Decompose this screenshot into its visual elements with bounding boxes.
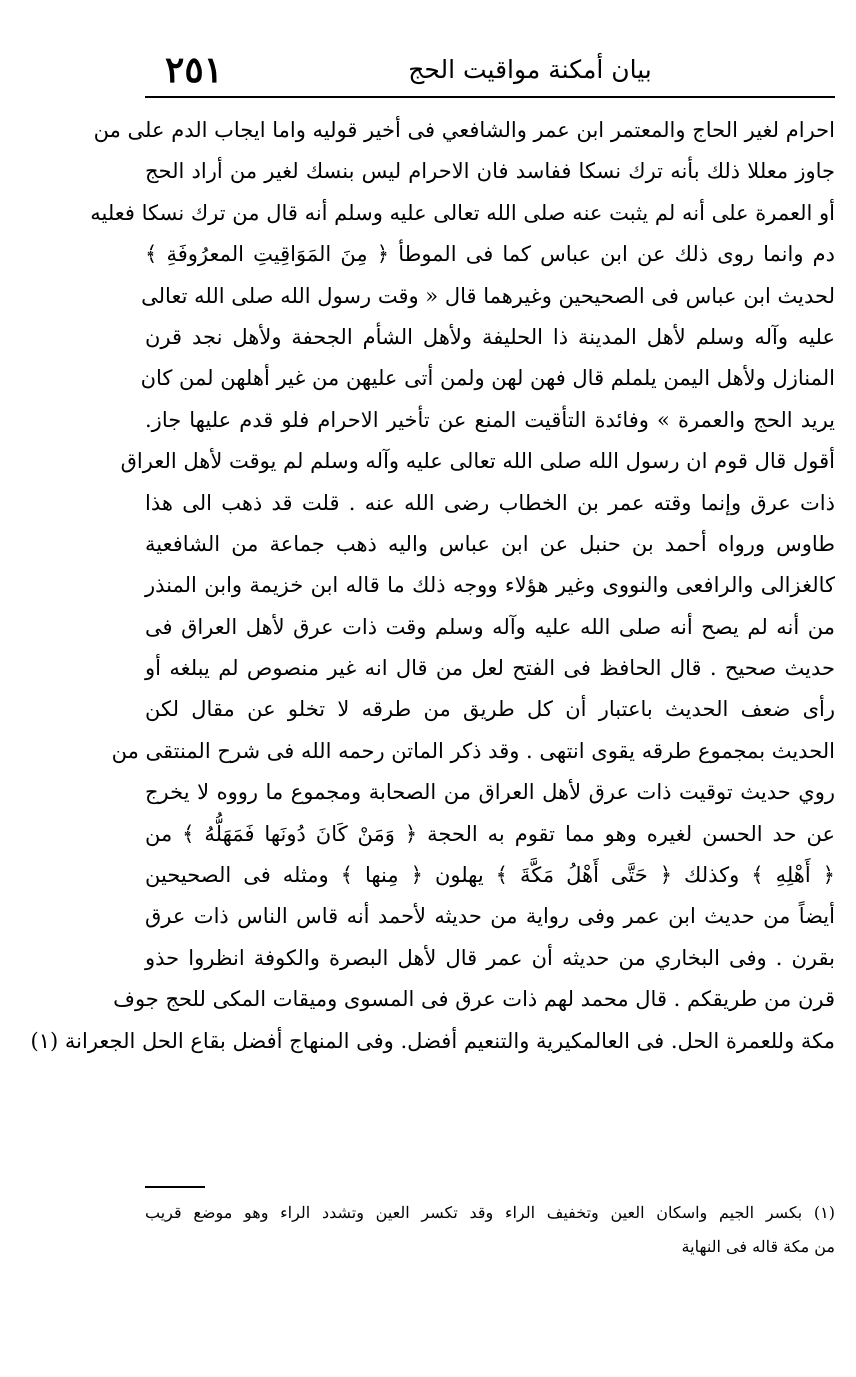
footnote-divider	[145, 1186, 205, 1188]
main-text-block	[30, 110, 835, 1062]
text-line: المنازل ولأهل اليمن يلملم قال فهن لهن ولمن أتى عليهن من غير أهلهن لمن كان	[140, 366, 835, 391]
text-line: ﴿ أَهْلِهِ ﴾ وكذلك ﴿ حَتَّى أَهْلُ مَكَّةَ ﴾ يهلون ﴿ مِنها ﴾ ومثله فى الصحيحين	[145, 863, 835, 888]
text-line: أيضاً من حديث ابن عمر وفى رواية من حديثه لأحمد أنه قاس الناس ذات عرق	[145, 904, 835, 929]
text-line: قرن من طريقكم . قال محمد لهم ذات عرق فى المسوى وميقات المكى للحج جوف	[113, 987, 835, 1012]
page-number: ٢٥١	[165, 49, 224, 91]
text-line: من أنه لم يصح أنه صلى الله عليه وآله وسلم وقت ذات عرق لأهل العراق فى	[145, 614, 835, 639]
text-line: لحديث ابن عباس فى الصحيحين وغيرهما قال « وقت رسول الله صلى الله تعالى	[141, 283, 835, 308]
text-line: رأى ضعف الحديث باعتبار أن كل طريق من طرقه لا تخلو عن مقال لكن	[145, 697, 835, 722]
text-line: روي حديث توقيت ذات عرق لأهل العراق من الصحابة ومجموع ما رووه لا يخرج	[145, 780, 835, 805]
text-line: مكة وللعمرة الحل. فى العالمكيرية والتنعيم أفضل. وفى المنهاج أفضل بقاع الحل الجعرانة (١)	[30, 1028, 835, 1053]
text-line: ذات عرق وإنما وقته عمر بن الخطاب رضى الله عنه . قلت قد ذهب الى هذا	[145, 490, 835, 515]
text-line: حديث صحيح . قال الحافظ فى الفتح لعل من قال انه غير منصوص لم يبلغه أو	[145, 656, 835, 681]
text-line: جاوز معللا ذلك بأنه ترك نسكا ففاسد فان الاحرام ليس بنسك لغير من أراد الحج	[145, 159, 835, 184]
text-line: أو العمرة على أنه لم يثبت عنه صلى الله تعالى عليه وسلم أنه قال من ترك نسكا فعليه	[90, 200, 835, 225]
text-line: الحديث بمجموع طرقه يقوى انتهى . وقد ذكر الماتن رحمه الله فى شرح المنتقى من	[111, 738, 835, 763]
text-line: بقرن . وفى البخاري من حديثه أن عمر قال لأهل البصرة والكوفة انظروا حذو	[145, 945, 835, 970]
footnote-line: (١) بكسر الجيم واسكان العين وتخفيف الراء وقد تكسر العين وتشدد الراء وهو موضع قريب	[145, 1203, 836, 1222]
page-header	[145, 48, 835, 92]
header-divider	[145, 96, 835, 98]
text-line: طاوس ورواه أحمد بن حنبل عن ابن عباس واليه ذهب جماعة من الشافعية	[145, 531, 835, 556]
footnotes-block	[145, 1196, 835, 1264]
text-line: كالغزالى والرافعى والنووى وغير هؤلاء ووجه ذلك ما قاله ابن خزيمة وابن المنذر	[145, 573, 835, 598]
text-line: يريد الحج والعمرة » وفائدة التأقيت المنع عن تأخير الاحرام فلو قدم عليها جاز.	[145, 407, 835, 432]
text-line: احرام لغير الحاج والمعتمر ابن عمر والشافعي فى أخير قوليه واما ايجاب الدم على من	[93, 118, 835, 142]
running-title: بيان أمكنة مواقيت الحج	[408, 55, 652, 84]
footnote-line: من مكة قاله فى النهاية	[681, 1237, 835, 1256]
text-line: أقول قال قوم ان رسول الله صلى الله تعالى عليه وآله وسلم لم يوقت لأهل العراق	[120, 449, 835, 474]
text-line: دم وانما روى ذلك عن ابن عباس كما فى الموطأ ﴿ مِنَ المَوَاقِيتِ المعرُوفَةِ ﴾	[145, 242, 835, 267]
text-line: عن حد الحسن لغيره وهو مما تقوم به الحجة ﴿ وَمَنْ كَانَ دُونَها فَمَهَلُّهُ ﴾ من	[145, 821, 835, 846]
text-line: عليه وآله وسلم لأهل المدينة ذا الحليفة ولأهل الشأم الجحفة ولأهل نجد قرن	[145, 324, 835, 349]
